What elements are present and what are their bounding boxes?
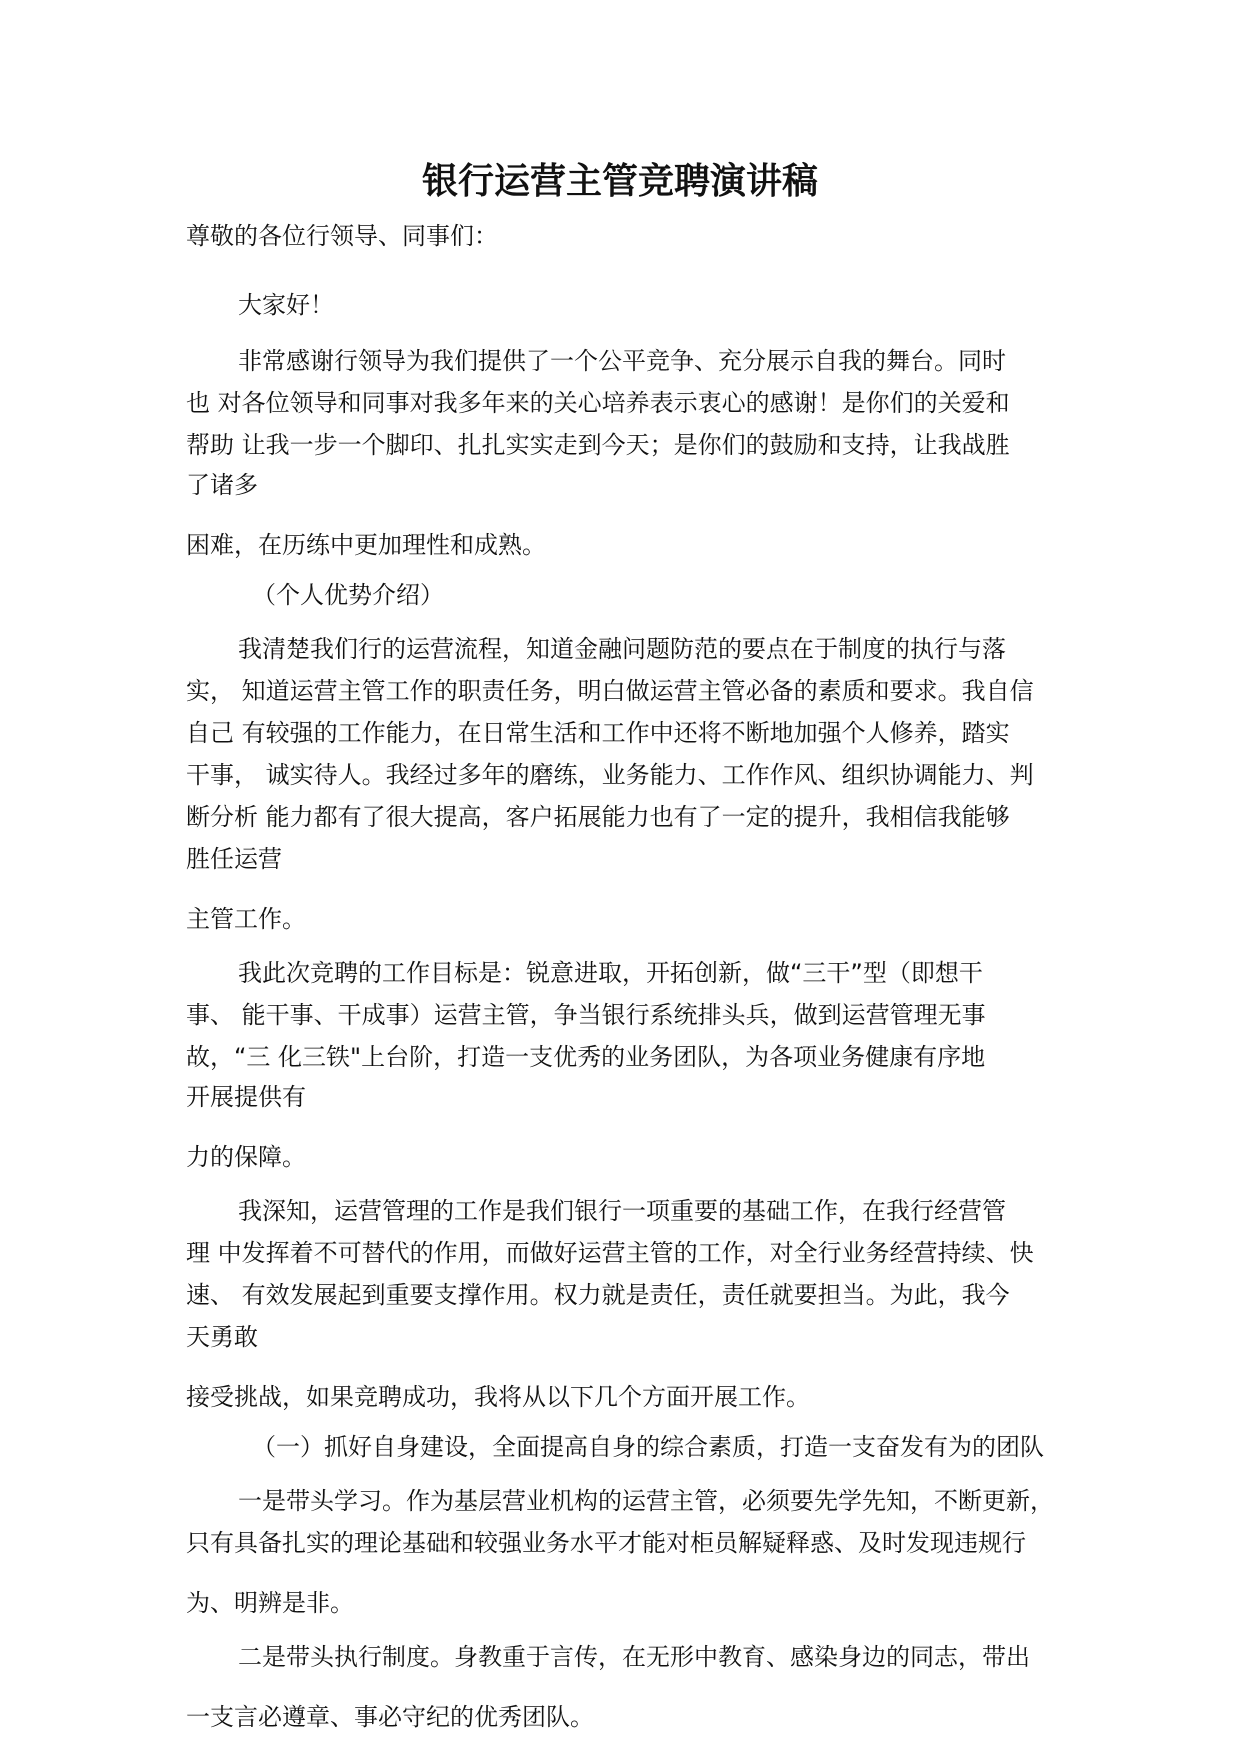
paragraph-line: 困难，在历练中更加理性和成熟。 xyxy=(186,531,546,559)
greeting: 大家好！ xyxy=(238,291,334,319)
paragraph-line: 一支言必遵章、事必守纪的优秀团队。 xyxy=(186,1703,594,1731)
paragraph-line: 事、 能干事、干成事）运营主管，争当银行系统排头兵，做到运营管理无事 xyxy=(186,1001,986,1029)
paragraph-line: 一是带头学习。作为基层营业机构的运营主管，必须要先学先知，不断更新， xyxy=(238,1487,1054,1515)
paragraph-line: 干事， 诚实待人。我经过多年的磨练，业务能力、工作作风、组织协调能力、判 xyxy=(186,761,1034,789)
section-heading: （个人优势介绍） xyxy=(252,581,444,609)
paragraph-line: 我清楚我们行的运营流程，知道金融问题防范的要点在于制度的执行与落 xyxy=(238,635,1006,663)
paragraph-line: 天勇敢 xyxy=(186,1323,258,1351)
paragraph-line: 力的保障。 xyxy=(186,1143,306,1171)
paragraph-line: 非常感谢行领导为我们提供了一个公平竞争、充分展示自我的舞台。同时 xyxy=(238,347,1006,375)
paragraph-line: 了诸多 xyxy=(186,471,258,499)
paragraph-line: 也 对各位领导和同事对我多年来的关心培养表示衷心的感谢！是你们的关爱和 xyxy=(186,389,1010,417)
paragraph-line: 理 中发挥着不可替代的作用，而做好运营主管的工作，对全行业务经营持续、快 xyxy=(186,1239,1034,1267)
paragraph-line: 接受挑战，如果竞聘成功，我将从以下几个方面开展工作。 xyxy=(186,1383,810,1411)
document-title: 银行运营主管竞聘演讲稿 xyxy=(421,161,818,202)
salutation: 尊敬的各位行领导、同事们： xyxy=(186,222,498,250)
paragraph-line: 故，“三 化三铁"上台阶，打造一支优秀的业务团队，为各项业务健康有序地 xyxy=(186,1043,986,1071)
paragraph-line: 我此次竞聘的工作目标是：锐意进取，开拓创新，做“三干”型（即想干 xyxy=(238,959,983,987)
paragraph-line: 主管工作。 xyxy=(186,905,306,933)
paragraph-line: 只有具备扎实的理论基础和较强业务水平才能对柜员解疑释惑、及时发现违规行 xyxy=(186,1529,1026,1557)
paragraph-line: 胜任运营 xyxy=(186,845,282,873)
paragraph-line: 速、 有效发展起到重要支撑作用。权力就是责任，责任就要担当。为此，我今 xyxy=(186,1281,1010,1309)
paragraph-line: 自己 有较强的工作能力，在日常生活和工作中还将不断地加强个人修养，踏实 xyxy=(186,719,1010,747)
paragraph-line: 我深知，运营管理的工作是我们银行一项重要的基础工作，在我行经营管 xyxy=(238,1197,1006,1225)
paragraph-line: 断分析 能力都有了很大提高，客户拓展能力也有了一定的提升，我相信我能够 xyxy=(186,803,1010,831)
section-heading: （一）抓好自身建设，全面提高自身的综合素质，打造一支奋发有为的团队 xyxy=(252,1433,1044,1461)
paragraph-line: 实， 知道运营主管工作的职责任务，明白做运营主管必备的素质和要求。我自信 xyxy=(186,677,1034,705)
paragraph-line: 为、明辨是非。 xyxy=(186,1589,354,1617)
paragraph-line: 二是带头执行制度。身教重于言传，在无形中教育、感染身边的同志，带出 xyxy=(238,1643,1030,1671)
paragraph-line: 帮助 让我一步一个脚印、扎扎实实走到今天；是你们的鼓励和支持，让我战胜 xyxy=(186,431,1010,459)
paragraph-line: 开展提供有 xyxy=(186,1083,306,1111)
